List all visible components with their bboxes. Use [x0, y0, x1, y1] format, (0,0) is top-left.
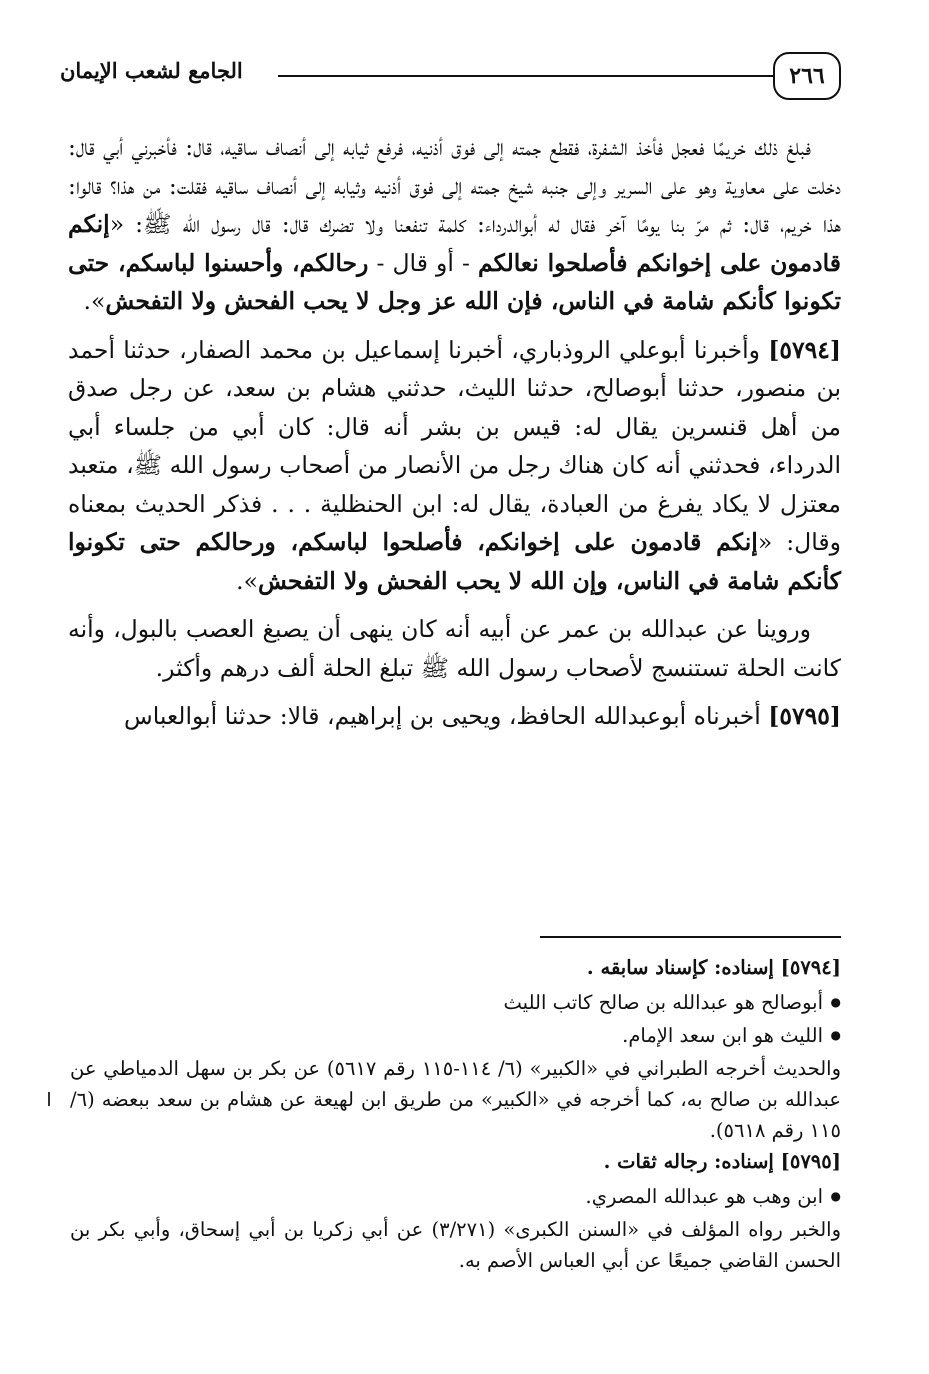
footnotes: [70, 952, 841, 1276]
text-run: فبلغ ذلك خريمًا فعجل فأخذ الشفرة، فقطع جمته إلى فوق أذنيه، فرفع ثيابه إلى أنصاف ساقيه، قال: فأخبرني أبي قال: دخلت على معاوية وهو على السرير وإلى جنبه شيخ جمته إلى فوق أذنيه وثيابه إلى أنصاف ساقيه فقلت: من هذا؟ قالوا: هذا خريم، قال: ثم مرّ بنا يومًا آخر فقال له أبوالدرداء: كلمة تنفعنا ولا تضرك قال: قال رسول الله ﷺ: «: [68, 133, 841, 238]
hadith-text: إنكم قادمون على إخوانكم فأصلحوا نعالكم: [68, 210, 841, 277]
footnote-heading: [٥٧٩٤] إسناده: كإسناد سابقه .: [586, 956, 841, 979]
paragraph-2: [68, 331, 841, 601]
paragraph-4: [68, 697, 841, 736]
paragraph-3: وروينا عن عبدالله بن عمر عن أبيه أنه كان ينهى أن يصبغ العصب بالبول، وأنه كانت الحلة تستنسج لأصحاب رسول الله ﷺ تبلغ الحلة ألف درهم وأكثر.: [68, 615, 841, 682]
text-run: وأخبرنا أبوعلي الروذباري، أخبرنا إسماعيل بن محمد الصفار، حدثنا أحمد بن منصور، حدثنا أبوصالح، حدثنا الليث، حدثني هشام بن سعد، عن رجل صدق من أهل قنسرين يقال له: قيس بن بشر أنه قال: كان أبي من جلساء أبي الدرداء، فحدثني أنه كان هناك رجل من الأنصار من أصحاب رسول الله ﷺ، متعبد معتزل لا يكاد يفرغ من العبادة، يقال له: ابن الحنظلية . . . فذكر الحديث بمعناه وقال: «: [68, 335, 841, 556]
text-run: ».: [83, 287, 106, 315]
page-header: [60, 52, 841, 102]
footnote-bullet: ● ابن وهب هو عبدالله المصري.: [70, 1181, 841, 1212]
text-run: - أو قال -: [368, 248, 478, 277]
footnote-text: والخبر رواه المؤلف في «السنن الكبرى» (٣/٢٧١) عن أبي زكريا بن أبي إسحاق، وأبي بكر بن الحسن القاضي جميعًا عن أبي العباس الأصم به.: [70, 1218, 842, 1272]
footnote-heading: [٥٧٩٥] إسناده: رجاله ثقات .: [603, 1150, 841, 1173]
paragraph-1: [68, 128, 841, 321]
hadith-number: [٥٧٩٥]: [768, 702, 841, 730]
book-title: الجامع لشعب الإيمان: [60, 58, 243, 83]
text-run: أخبرناه أبوعبدالله الحافظ، ويحيى بن إبراهيم، قالا: حدثنا أبوالعباس: [124, 702, 769, 730]
margin-mark: [48, 1092, 50, 1106]
header-rule: [278, 75, 773, 77]
hadith-text: إنكم قادمون على إخوانكم، فأصلحوا لباسكم، ورحالكم حتى تكونوا كأنكم شامة في الناس، وإن الله لا يحب الفحش ولا التفحش: [68, 528, 841, 595]
footnote-bullet: ● الليث هو ابن سعد الإمام.: [70, 1020, 841, 1051]
text-run: ».: [236, 566, 258, 595]
hadith-text: رحالكم، وأحسنوا لباسكم، حتى تكونوا كأنكم شامة في الناس، فإن الله عز وجل لا يحب الفحش ولا التفحش: [68, 248, 841, 315]
main-text: [68, 128, 841, 746]
page-number: ٢٦٦: [773, 52, 841, 100]
hadith-number: [٥٧٩٤]: [768, 335, 841, 364]
footnote-rule: [540, 936, 841, 938]
footnote-bullet: ● أبوصالح هو عبدالله بن صالح كاتب الليث: [70, 987, 841, 1018]
footnote-text: والحديث أخرجه الطبراني في «الكبير» (٦/ ١١٤-١١٥ رقم ٥٦١٧) عن بكر بن سهل الدمياطي عن عبدالله بن صالح به، كما أخرجه في «الكبير» من طريق ابن لهيعة عن هشام بن سعد ببعضه (٦/ ١١٥ رقم ٥٦١٨).: [70, 1057, 842, 1142]
